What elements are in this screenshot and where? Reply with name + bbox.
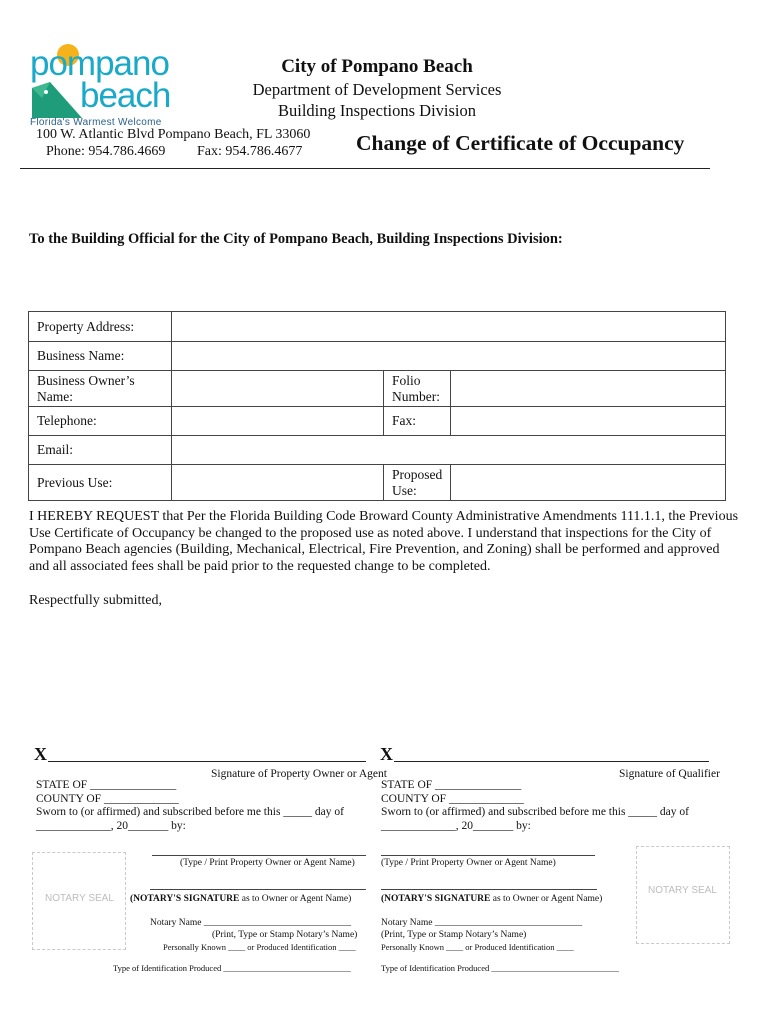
right-state-of: STATE OF _______________ — [381, 779, 522, 791]
left-print-name-caption: (Type / Print Property Owner or Agent Name) — [180, 858, 355, 868]
left-county-of: COUNTY OF _____________ — [36, 793, 179, 805]
left-notary-name: Notary Name _______________________________ — [150, 918, 352, 928]
left-signature-x: X — [34, 744, 47, 764]
folio-number-field[interactable] — [451, 371, 726, 407]
right-print-name-caption: (Type / Print Property Owner or Agent Name) — [381, 858, 556, 868]
table-row — [29, 436, 726, 465]
logo-tagline: Florida's Warmest Welcome — [30, 117, 162, 128]
right-notary-signature-rest: as to Owner or Agent Name) — [490, 894, 603, 904]
right-personally-known: Personally Known ____ or Produced Identification ____ — [381, 942, 574, 952]
left-notary-seal-label: NOTARY SEAL — [45, 893, 114, 904]
table-row — [29, 342, 726, 371]
business-name-label: Business Name: — [29, 342, 172, 371]
owner-signature-caption: Signature of Property Owner or Agent — [211, 768, 387, 780]
city-name: City of Pompano Beach — [281, 56, 473, 77]
proposed-use-field[interactable] — [451, 465, 726, 501]
owner-signature-line[interactable] — [48, 761, 366, 762]
right-notary-seal-label: NOTARY SEAL — [648, 885, 717, 896]
property-address-label: Property Address: — [29, 312, 172, 342]
left-notary-signature-rest: as to Owner or Agent Name) — [239, 894, 352, 904]
business-name-field[interactable] — [172, 342, 726, 371]
proposed-use-label: Proposed Use: — [384, 465, 451, 501]
right-sworn-text: Sworn to (or affirmed) and subscribed before me this _____ day of — [381, 806, 689, 818]
folio-number-label: Folio Number: — [384, 371, 451, 407]
previous-use-field[interactable] — [172, 465, 384, 501]
property-address-field[interactable] — [172, 312, 726, 342]
right-notary-signature-caption — [381, 894, 602, 904]
telephone-label: Telephone: — [29, 407, 172, 436]
telephone-field[interactable] — [172, 407, 384, 436]
right-notary-name: Notary Name _______________________________ — [381, 918, 583, 928]
application-fields-table — [28, 311, 726, 501]
qualifier-signature-line[interactable] — [394, 761, 709, 762]
right-notary-signature-bold: (NOTARY'S SIGNATURE — [381, 894, 491, 904]
right-print-name-line[interactable] — [381, 855, 595, 856]
closing-text: Respectfully submitted, — [29, 593, 162, 608]
salutation: To the Building Official for the City of Pompano Beach, Building Inspections Division: — [29, 231, 563, 247]
left-notary-signature-caption — [130, 894, 351, 904]
right-county-of: COUNTY OF _____________ — [381, 793, 524, 805]
right-sworn-date: _____________, 20_______ by: — [381, 820, 531, 832]
division-name: Building Inspections Division — [278, 101, 476, 120]
table-row — [29, 407, 726, 436]
table-row — [29, 371, 726, 407]
left-notary-signature-bold: (NOTARY'S SIGNATURE — [130, 894, 240, 904]
department-name: Department of Development Services — [252, 80, 502, 99]
right-id-type: Type of Identification Produced ______________________________ — [381, 963, 619, 973]
office-fax: Fax: 954.786.4677 — [197, 144, 303, 159]
form-title: Change of Certificate of Occupancy — [356, 131, 685, 155]
qualifier-signature-caption: Signature of Qualifier — [619, 768, 720, 780]
header-divider — [20, 168, 710, 169]
left-personally-known: Personally Known ____ or Produced Identification ____ — [163, 942, 356, 952]
previous-use-label: Previous Use: — [29, 465, 172, 501]
fax-label: Fax: — [384, 407, 451, 436]
left-sworn-text: Sworn to (or affirmed) and subscribed before me this _____ day of — [36, 806, 344, 818]
right-print-stamp-caption: (Print, Type or Stamp Notary’s Name) — [381, 930, 527, 940]
pompano-beach-logo — [30, 44, 190, 130]
email-label: Email: — [29, 436, 172, 465]
fish-icon — [32, 82, 82, 118]
left-print-stamp-caption: (Print, Type or Stamp Notary’s Name) — [212, 930, 358, 940]
left-notary-seal-box — [32, 852, 126, 950]
business-owner-field[interactable] — [172, 371, 384, 407]
logo-word-beach: beach — [80, 76, 171, 115]
fax-field[interactable] — [451, 407, 726, 436]
logo-word-pompano: pompano — [30, 44, 169, 83]
office-address: 100 W. Atlantic Blvd Pompano Beach, FL 33060 — [36, 127, 311, 142]
office-phone: Phone: 954.786.4669 — [46, 144, 166, 159]
left-print-name-line[interactable] — [152, 855, 366, 856]
request-statement: I HEREBY REQUEST that Per the Florida Building Code Broward County Administrative Amendments 111.1.1, the Previous Use Certificate of Occupancy be changed to the proposed use as noted above. I understand that inspections for the City of Pompano Beach agencies (Building, Mechanical, Electrical, Fire Prevention, and Zoning) shall be performed and approved and all associated fees shall be paid prior to the requested change to be completed. — [29, 509, 739, 574]
table-row — [29, 465, 726, 501]
business-owner-label: Business Owner’s Name: — [29, 371, 172, 407]
right-notary-seal-box — [636, 846, 730, 944]
email-field[interactable] — [172, 436, 726, 465]
left-sworn-date: _____________, 20_______ by: — [36, 820, 186, 832]
right-signature-x: X — [380, 744, 393, 764]
left-notary-signature-line[interactable] — [150, 889, 366, 890]
left-id-type: Type of Identification Produced ______________________________ — [113, 963, 351, 973]
table-row — [29, 312, 726, 342]
left-state-of: STATE OF _______________ — [36, 779, 177, 791]
right-notary-signature-line[interactable] — [381, 889, 597, 890]
